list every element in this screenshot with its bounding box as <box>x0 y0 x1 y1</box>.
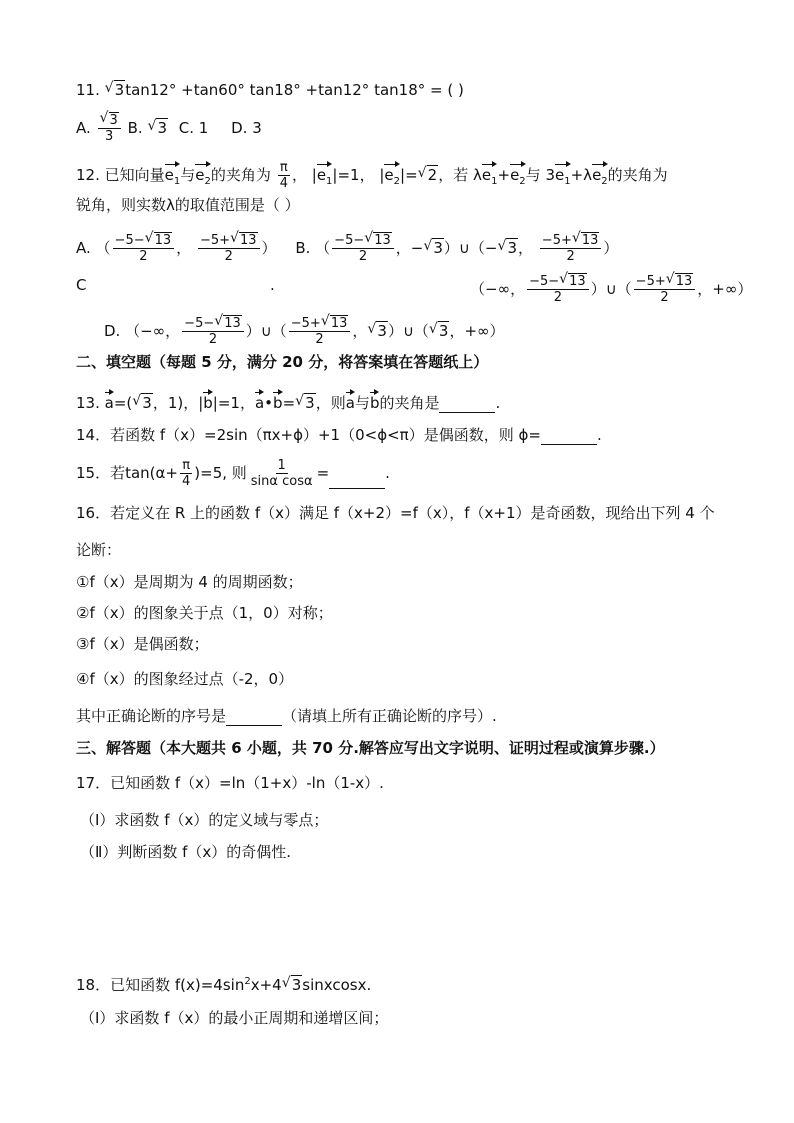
q12-option-a: A. <box>76 239 91 257</box>
q12-option-d: D. <box>104 322 121 340</box>
sqrt-3: √ 3 <box>147 118 167 137</box>
q16-item-4: ④f（x）的图象经过点（-2，0） <box>76 670 294 688</box>
question-11 <box>76 80 464 100</box>
question-14 <box>76 425 602 445</box>
fraction: −5+ √ 13 2 <box>198 233 260 264</box>
q12-text: 的夹角为 <box>210 166 271 184</box>
q15-end: . <box>385 464 390 482</box>
q13-text: 与 <box>354 394 370 412</box>
section-3-heading: 三、解答题（本大题共 6 小题，共 70 分.解答应写出文字说明、证明过程或演算步骤.） <box>76 739 665 757</box>
q12-option-d-line: D. （−∞， −5− √ 13 2 ）∪（ −5+ √ 13 2 ， √ 3）∪（ √ 3，+∞） <box>104 313 505 347</box>
fraction-pi-over-4: $\frac{\pi}{4}$ <box>279 160 288 191</box>
question-18 <box>76 972 371 995</box>
q16-line-1: 16．若定义在 R 上的函数 f（x）满足 f（x+2）=f（x），f（x+1）是奇函数，现给出下列 4 个 <box>76 504 715 522</box>
vector-e2: $e_2$ <box>384 161 400 192</box>
q16-line-2: 论断： <box>76 541 122 559</box>
q12-text: ，若 <box>438 166 469 184</box>
q14-text: 14．若函数 f（x）=2sin（πx+ϕ）+1（0<ϕ<π）是偶函数，则 ϕ= <box>76 426 541 444</box>
q12-line-2: 锐角，则实数λ的取值范围是（ ） <box>76 196 300 214</box>
q16-item-1: ①f（x）是周期为 4 的周期函数； <box>76 573 303 591</box>
vector-e2: $e_2$ <box>510 161 526 192</box>
q18-function: $f(x)=4\sin^2x+4$ √ 3sinxcosx. <box>174 975 372 994</box>
q12-text: |= <box>400 166 418 184</box>
q12-number: 12. <box>76 166 100 184</box>
q12-option-c: C <box>76 276 87 294</box>
q11-option-a: A. <box>76 119 91 137</box>
fraction: −5− √ 13 2 <box>527 274 589 305</box>
answer-blank <box>329 474 385 489</box>
vector-a: a <box>105 389 114 413</box>
q12-text: |=1， <box>332 166 375 184</box>
question-15: 15．若tan(α+ $\frac{\pi}{4}$ )=5, 则 $\frac{1}{\text{sinα cosα}}$ = . <box>76 458 390 489</box>
q11-option-c: C. 1 <box>178 119 209 137</box>
vector-b: b <box>203 389 213 413</box>
answer-blank <box>541 430 597 445</box>
fraction: −5+ √ 13 2 <box>634 274 696 305</box>
q13-number: 13. <box>76 394 100 412</box>
question-12: 12. 已知向量$e_1$与$e_2$的夹角为 $\frac{\pi}{4}$ ， $|e_1|=1$， $|e_2|=$ √ 2，若 $\lambda e_1+e_2$与 $3e_1+\lambda e_2$的夹角为 <box>76 160 668 191</box>
vector-e1: $e_1$ <box>317 161 333 192</box>
q12-text: 与 <box>525 166 541 184</box>
q11-options <box>76 110 262 144</box>
q12-option-c-expr: （−∞， −5− √ 13 2 ）∪（ −5+ √ 13 2 ，+∞） <box>470 271 753 305</box>
q13-text: 的夹角是 <box>379 394 440 412</box>
fraction: −5+ √ 13 2 <box>540 233 602 264</box>
question-13: 13. a=( √ 3，1)，|b|=1，a•b= √ 3，则a与b的夹角是 . <box>76 389 500 413</box>
vector-e1: $e_1$ <box>165 161 181 192</box>
vector-e2: $e_2$ <box>592 161 608 192</box>
q16-item-2: ②f（x）的图象关于点（1，0）对称； <box>76 604 333 622</box>
fraction-pi-over-4: $\frac{\pi}{4}$ <box>181 458 191 489</box>
q15-text: =5, 则 <box>200 464 247 482</box>
vector-e1: $e_1$ <box>555 161 571 192</box>
fraction: −5− √ 13 2 <box>113 233 175 264</box>
sqrt-2: √ 2 <box>417 165 438 184</box>
q17-part-2: （Ⅱ）判断函数 f（x）的奇偶性. <box>80 843 292 861</box>
fraction: −5− √ 13 2 <box>332 233 394 264</box>
q16-item-3: ③f（x）是偶函数； <box>76 635 209 653</box>
sqrt-3: √ 3 <box>104 80 125 99</box>
q13-end: . <box>495 394 501 412</box>
q17-part-1: （Ⅰ）求函数 f（x）的定义域与零点； <box>80 811 329 829</box>
q16-answer-suffix: （请填上所有正确论断的序号）. <box>282 707 497 725</box>
q16-answer-prefix: 其中正确论断的序号是 <box>76 707 227 725</box>
vector-e1: $e_1$ <box>482 161 498 192</box>
q18-part-1: （Ⅰ）求函数 f（x）的最小正周期和递增区间； <box>80 1009 389 1027</box>
q11-option-b: B. <box>127 119 143 137</box>
q16-answer-line <box>76 706 497 726</box>
q17-line-1: 17．已知函数 f（x）=ln（1+x）-ln（1-x）. <box>76 774 384 792</box>
fraction-sqrt3-over-3: √ 3 3 <box>98 113 121 144</box>
fraction-1-over-sin-cos: $\frac{1}{\text{sinα cosα}}$ <box>250 458 313 489</box>
q14-end: . <box>596 426 602 444</box>
q18-text: 18．已知函数 <box>76 976 171 994</box>
q15-number: 15．若 <box>76 464 126 482</box>
q12-option-c-dot: . <box>270 276 275 294</box>
q12-options-ab: A. （ −5− √ 13 2 ， −5+ √ 13 2 ） B. （ −5− √ 13 2 ，− √ 3）∪（− √ 3， −5+ √ 13 2 ） <box>76 230 619 264</box>
q12-option-b: B. <box>295 239 311 257</box>
q11-option-d: D. 3 <box>231 119 262 137</box>
fraction: −5+ √ 13 2 <box>289 316 351 347</box>
q12-text: ， <box>291 166 307 184</box>
answer-blank <box>226 711 282 726</box>
q12-text: 的夹角为 <box>607 166 668 184</box>
answer-blank <box>439 398 495 413</box>
vector-e2: $e_2$ <box>195 161 211 192</box>
q12-text: 与 <box>180 166 196 184</box>
q11-expression: tan12° +tan60° tan18° +tan12° tan18° = ( ) <box>125 81 464 99</box>
q12-option-c-label <box>76 275 86 295</box>
fraction: −5− √ 13 2 <box>182 316 244 347</box>
q11-number: 11. <box>76 81 100 99</box>
section-2-heading: 二、填空题（每题 5 分，满分 20 分，将答案填在答题纸上） <box>76 353 489 371</box>
q13-text: 则 <box>330 394 346 412</box>
q12-text: 已知向量 <box>104 166 165 184</box>
